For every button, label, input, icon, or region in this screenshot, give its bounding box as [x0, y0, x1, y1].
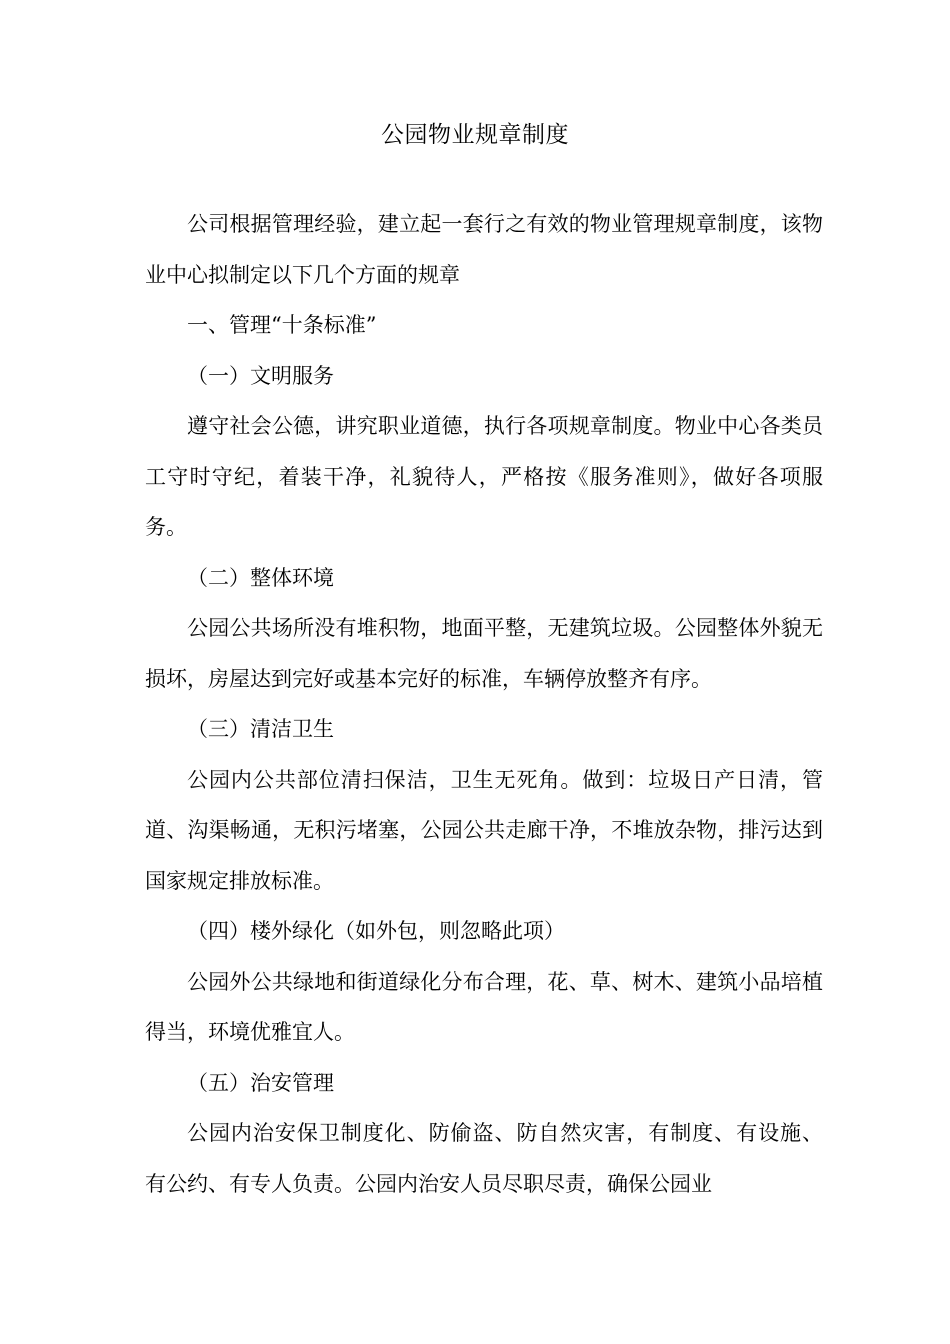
document-title: 公园物业规章制度 [381, 122, 569, 148]
paragraph-outdoor-greening: 公园外公共绿地和街道绿化分布合理，花、草、树木、建筑小品培植得当，环境优雅宜人。 [145, 969, 823, 1044]
subheading-overall-environment: （二）整体环境 [187, 565, 334, 590]
paragraph-civilized-service: 遵守社会公德，讲究职业道德，执行各项规章制度。物业中心各类员工守时守纪，着装干净，礼貌待人，严格按《服务准则》，做好各项服务。 [145, 414, 823, 539]
paragraph-security-management: 公园内治安保卫制度化、防偷盗、防自然灾害，有制度、有设施、 有公约、有专人负责。公园内治安人员尽职尽责，确保公园业 [145, 1121, 823, 1196]
subheading-civilized-service: （一）文明服务 [187, 363, 334, 388]
subheading-outdoor-greening: （四）楼外绿化（如外包，则忽略此项） [187, 919, 565, 943]
intro-paragraph: 公司根据管理经验，建立起一套行之有效的物业管理规章制度，该物业中心拟制定以下几个方面的规章 [145, 212, 823, 287]
paragraph-cleaning-hygiene: 公园内公共部位清扫保洁，卫生无死角。做到：垃圾日产日清，管道、沟渠畅通，无积污堵塞，公园公共走廊干净，不堆放杂物，排污达到国家规定排放标准。 [145, 767, 823, 893]
paragraph-overall-environment: 公园公共场所没有堆积物，地面平整，无建筑垃圾。公园整体外貌无损坏，房屋达到完好或基本完好的标准，车辆停放整齐有序。 [145, 616, 823, 691]
subheading-cleaning-hygiene: （三）清洁卫生 [187, 717, 334, 741]
document-body [145, 199, 823, 1209]
subheading-security-management: （五）治安管理 [187, 1070, 334, 1095]
section-heading-management-standards: 一、管理“十条标准” [187, 313, 377, 337]
